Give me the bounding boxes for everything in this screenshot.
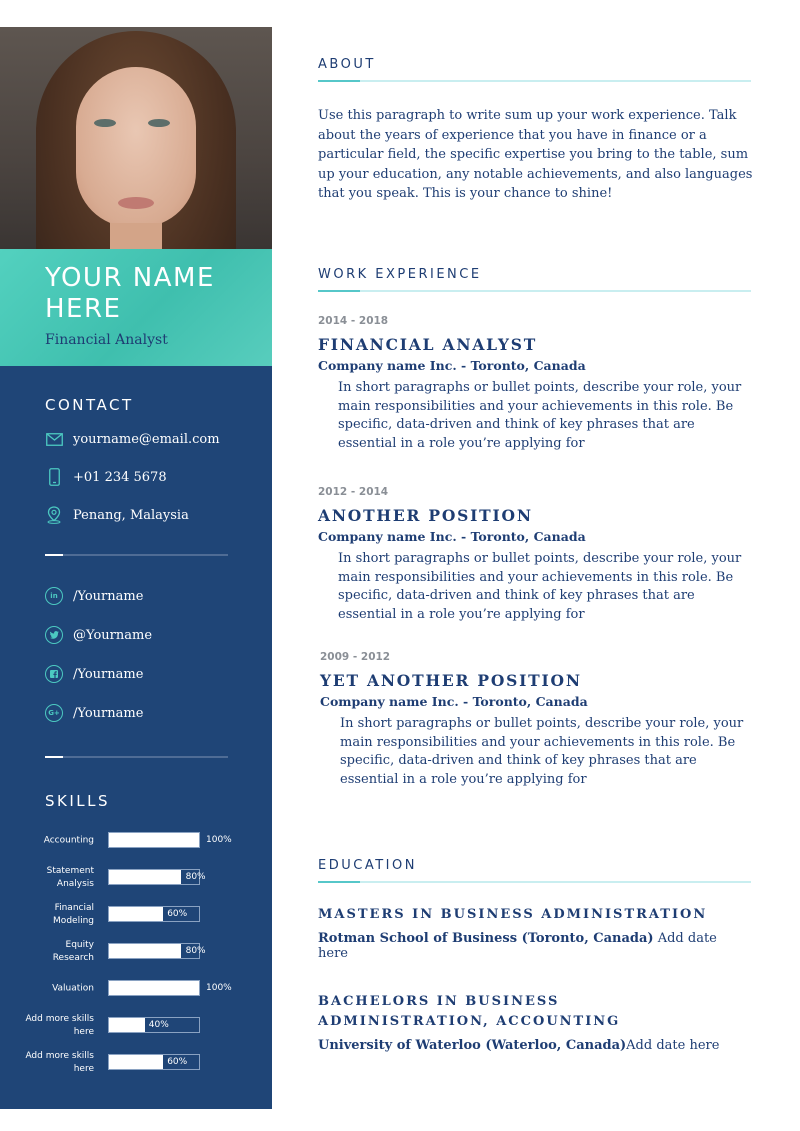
linkedin-icon: in — [45, 587, 63, 605]
skill-percent: 60% — [167, 1057, 188, 1067]
job-title: ANOTHER POSITION — [318, 506, 533, 525]
candidate-name: YOUR NAME HERE — [45, 263, 215, 324]
contact-phone — [45, 468, 167, 486]
twitter-icon — [45, 626, 63, 644]
job-dates: 2012 - 2014 — [318, 486, 389, 498]
skill-row — [0, 937, 272, 967]
skill-percent: 40% — [148, 1020, 169, 1030]
job-entry — [320, 651, 760, 789]
social-twitter — [45, 626, 152, 644]
job-description: In short paragraphs or bullet points, describe your role, your main responsibilities and your achievements in this role. Be specific, data-driven and think of key phrases that are essential in a role you’re applying for — [338, 380, 742, 451]
social-googleplus — [45, 704, 143, 722]
job-entry — [318, 486, 758, 624]
social-linkedin — [45, 587, 143, 605]
skill-percent: 80% — [185, 946, 206, 956]
contact-email — [45, 430, 220, 448]
sidebar — [0, 366, 272, 1109]
job-company: Company name Inc. - Toronto, Canada — [320, 694, 588, 709]
googleplus-handle: /Yourname — [73, 705, 144, 721]
skill-bar — [108, 832, 200, 848]
skill-row — [0, 826, 272, 856]
divider — [45, 756, 228, 758]
twitter-handle: @Yourname — [73, 627, 153, 643]
education-entry — [318, 992, 728, 1053]
about-text: Use this paragraph to write sum up your work experience. Talk about the years of experience that you have in finance or a particular field, the specific expertise you bring to the table, sum up your education, any notable achievements, and also languages that you speak. This is your chance to shine! — [318, 108, 753, 201]
contact-heading: CONTACT — [45, 396, 134, 414]
skills-heading: SKILLS — [45, 792, 111, 810]
education-heading: EDUCATION — [318, 858, 417, 873]
skill-percent: 100% — [206, 983, 232, 993]
facebook-handle: /Yourname — [73, 666, 144, 682]
skill-label: Financial Modeling — [53, 903, 94, 926]
skill-label: Statement Analysis — [46, 866, 94, 889]
education-entry — [318, 905, 738, 961]
section-rule — [318, 80, 751, 82]
work-heading: WORK EXPERIENCE — [318, 267, 482, 282]
google-plus-icon: G+ — [45, 704, 63, 722]
profile-photo — [0, 27, 272, 249]
job-dates: 2009 - 2012 — [320, 651, 391, 663]
skill-row — [0, 900, 272, 930]
job-entry — [318, 315, 758, 453]
degree-title: BACHELORS IN BUSINESS ADMINISTRATION, ACCOUNTING — [318, 994, 621, 1029]
skill-label: Add more skills here — [25, 1051, 94, 1074]
skill-row — [0, 1048, 272, 1078]
job-dates: 2014 - 2018 — [318, 315, 389, 327]
section-rule — [318, 881, 751, 883]
facebook-icon — [45, 665, 63, 683]
location-text: Penang, Malaysia — [73, 507, 189, 523]
section-rule — [318, 290, 751, 292]
degree-title: MASTERS IN BUSINESS ADMINISTRATION — [318, 907, 708, 922]
job-description: In short paragraphs or bullet points, describe your role, your main responsibilities and your achievements in this role. Be specific, data-driven and think of key phrases that are essential in a role you’re applying for — [338, 551, 742, 622]
education-line — [318, 1038, 728, 1053]
education-line — [318, 931, 738, 961]
skill-label: Equity Research — [52, 940, 94, 963]
education-date: Add date here — [318, 931, 717, 961]
job-company: Company name Inc. - Toronto, Canada — [318, 529, 586, 544]
email-text: yourname@email.com — [73, 431, 220, 447]
skill-row — [0, 974, 272, 1004]
job-description: In short paragraphs or bullet points, describe your role, your main responsibilities and your achievements in this role. Be specific, data-driven and think of key phrases that are essential in a role you’re applying for — [340, 716, 744, 787]
phone-icon — [45, 468, 63, 486]
location-pin-icon — [45, 506, 63, 524]
school-name: University of Waterloo (Waterloo, Canada) — [318, 1038, 627, 1053]
job-company: Company name Inc. - Toronto, Canada — [318, 358, 586, 373]
linkedin-handle: /Yourname — [73, 588, 144, 604]
skill-bar-fill — [109, 907, 163, 921]
phone-text: +01 234 5678 — [73, 469, 167, 485]
skill-bar-fill — [109, 981, 199, 995]
about-heading: ABOUT — [318, 57, 376, 72]
envelope-icon — [45, 430, 63, 448]
skill-percent: 100% — [206, 835, 232, 845]
skill-bar-fill — [109, 833, 199, 847]
skill-row — [0, 1011, 272, 1041]
skill-label: Add more skills here — [25, 1014, 94, 1037]
candidate-role: Financial Analyst — [45, 332, 168, 348]
skill-bar-fill — [109, 1055, 163, 1069]
job-title: FINANCIAL ANALYST — [318, 335, 538, 354]
skill-percent: 60% — [167, 909, 188, 919]
social-facebook — [45, 665, 143, 683]
skill-bar-fill — [109, 944, 181, 958]
skill-bar-fill — [109, 1018, 145, 1032]
divider — [45, 554, 228, 556]
education-date: Add date here — [626, 1038, 720, 1053]
skill-label: Accounting — [43, 835, 94, 846]
skill-bar — [108, 980, 200, 996]
name-band — [0, 249, 272, 366]
skill-percent: 80% — [185, 872, 206, 882]
skill-bar-fill — [109, 870, 181, 884]
job-title: YET ANOTHER POSITION — [320, 671, 582, 690]
skill-row — [0, 863, 272, 893]
skill-label: Valuation — [52, 983, 94, 994]
contact-location — [45, 506, 189, 524]
school-name: Rotman School of Business (Toronto, Canada) — [318, 931, 654, 946]
